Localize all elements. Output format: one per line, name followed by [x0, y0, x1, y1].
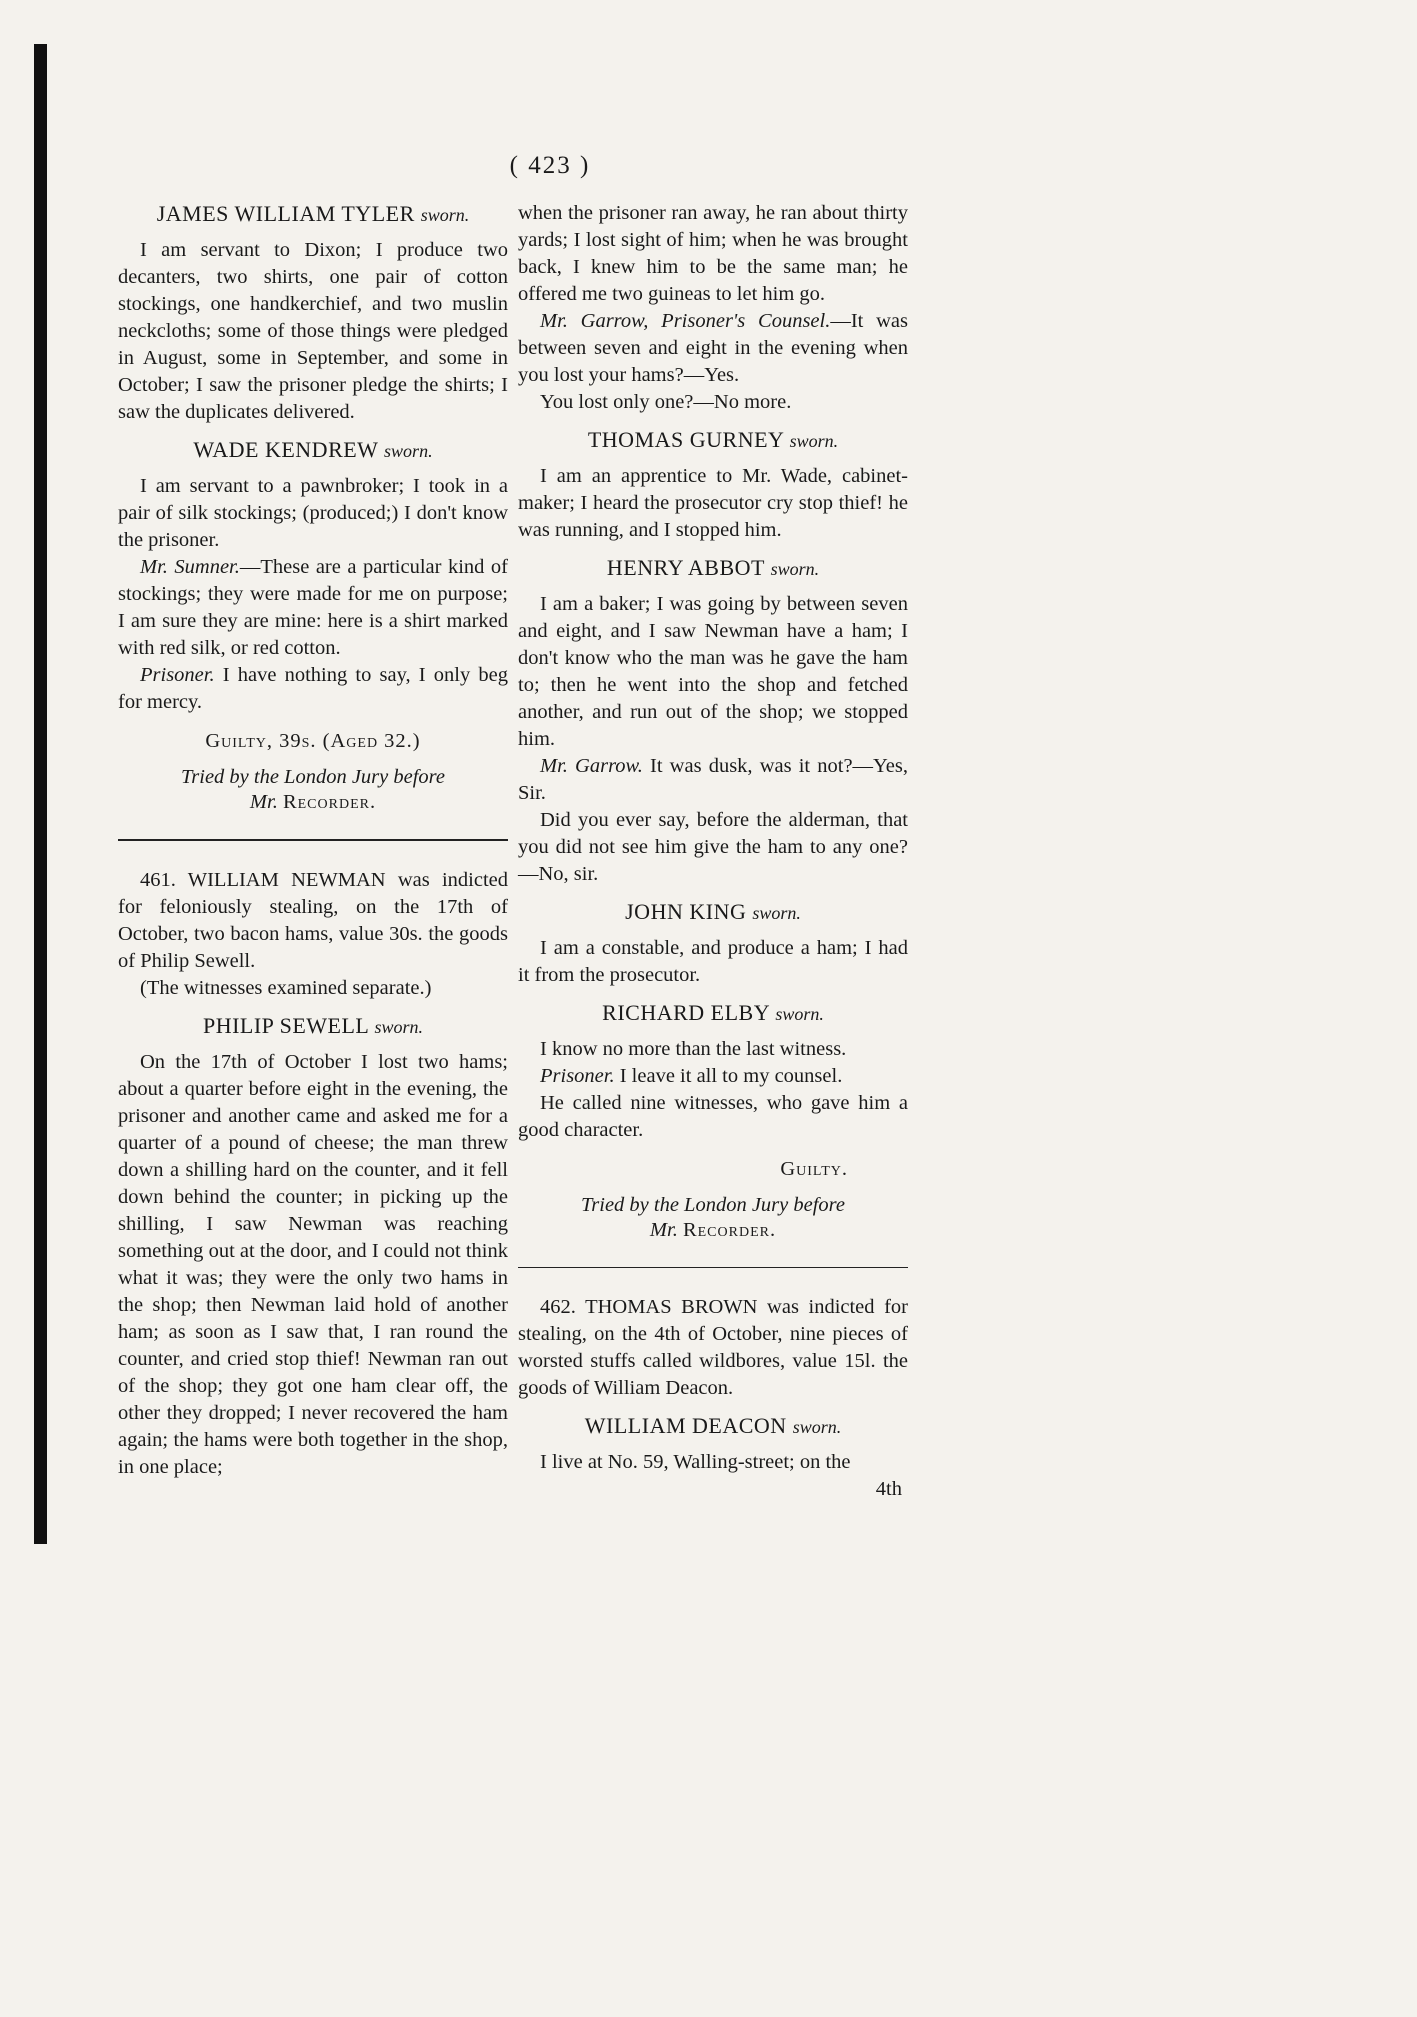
witness-heading-king [518, 898, 908, 927]
speaker-label: Prisoner. [140, 664, 215, 686]
indictment-text: was indicted for stealing, on the 4th of October, nine pieces of worsted stuffs called wildbores, value 15l. the goods of William Deacon. [518, 1296, 908, 1399]
case-number: 461. [140, 869, 176, 891]
speaker-label: Mr. Garrow. [540, 755, 643, 777]
tried-line-recorder [518, 1218, 908, 1243]
defendant-name: WILLIAM NEWMAN [187, 869, 386, 891]
testimony-text: I have nothing to say, I only beg for mercy. [118, 664, 508, 713]
testimony-sumner [118, 554, 508, 662]
testimony-sewell-continued: when the prisoner ran away, he ran about thirty yards; I lost sight of him; when he was brought back, I knew him to be the same man; he offered me two guineas to let him go. [518, 202, 908, 305]
sworn-label: sworn. [792, 1417, 842, 1437]
tried-by-note [518, 1193, 908, 1243]
testimony-king: I am a constable, and produce a ham; I had it from the prosecutor. [518, 937, 908, 986]
witness-name: THOMAS GURNEY [587, 427, 784, 452]
testimony-text: —These are a particular kind of stockings; they were made for me on purpose; I am sure they are mine: here is a shirt marked with red silk, or red cotton. [118, 556, 508, 659]
sworn-label: sworn. [374, 1017, 424, 1037]
recorder-name: Recorder. [682, 1219, 777, 1241]
case-462-indictment [518, 1294, 908, 1402]
prisoner-statement [518, 1063, 908, 1090]
recorder-name: Recorder. [282, 791, 377, 813]
testimony-gurney: I am an apprentice to Mr. Wade, cabinet-maker; I heard the prosecutor cry stop thief! he was running, and I stopped him. [518, 465, 908, 541]
verdict-tyler-case: Guilty, 39s. (Aged 32.) [205, 730, 421, 752]
witness-name: RICHARD ELBY [602, 1000, 770, 1025]
sworn-label: sworn. [420, 205, 470, 225]
witness-heading-sewell [118, 1012, 508, 1041]
testimony-tyler: I am servant to Dixon; I produce two decanters, two shirts, one pair of cotton stockings, one handkerchief, and two muslin neckcloths; some of those things were pledged in August, some in September, and some in October; I saw the prisoner pledge the shirts; I saw the duplicates delivered. [118, 239, 508, 423]
right-column [518, 200, 908, 1503]
speaker-label: Mr. Garrow, Prisoner's Counsel. [540, 310, 831, 332]
indictment-text: was indicted for feloniously stealing, on the 17th of October, two bacon hams, value 30s. the goods of Philip Sewell. [118, 869, 508, 972]
witness-name: WILLIAM DEACON [584, 1413, 787, 1438]
tried-prefix: Mr. [649, 1219, 678, 1241]
defendant-name: THOMAS BROWN [585, 1296, 758, 1318]
sworn-label: sworn. [770, 559, 820, 579]
left-column [118, 200, 508, 1481]
witness-name: HENRY ABBOT [606, 555, 765, 580]
sworn-label: sworn. [789, 431, 839, 451]
tried-prefix: Mr. [249, 791, 278, 813]
case-number: 462. [540, 1296, 576, 1318]
testimony-garrow-2 [518, 753, 908, 807]
witness-name: WADE KENDREW [193, 437, 379, 462]
testimony-text: —It was between seven and eight in the evening when you lost your hams?—Yes. [518, 310, 908, 386]
speaker-label: Mr. Sumner. [140, 556, 240, 578]
prisoner-statement [118, 662, 508, 716]
testimony-abbot: I am a baker; I was going by between seven and eight, and I saw Newman have a ham; I don't know who the man was he gave the ham to; then he went into the shop and fetched another, and run out of the shop; we stopped him. [518, 593, 908, 750]
testimony-deacon: I live at No. 59, Walling-street; on the [540, 1451, 851, 1473]
witness-heading-abbot [518, 554, 908, 583]
page-edge-shadow [34, 44, 47, 1544]
witness-heading-tyler [118, 200, 508, 229]
witness-name: JOHN KING [625, 899, 747, 924]
witness-heading-elby [518, 999, 908, 1028]
testimony-text: It was dusk, was it not?—Yes, Sir. [518, 755, 909, 804]
sworn-label: sworn. [775, 1004, 824, 1024]
speaker-label: Prisoner. [540, 1065, 615, 1087]
tried-line: Tried by the London Jury before [581, 1194, 845, 1216]
witness-name: JAMES WILLIAM TYLER [156, 201, 415, 226]
tried-by-note [118, 765, 508, 815]
testimony-garrow-2-q2: Did you ever say, before the alderman, that you did not see him give the ham to any one?—No, sir. [518, 809, 908, 885]
witness-heading-kendrew [118, 436, 508, 465]
sworn-label: sworn. [752, 903, 801, 923]
witness-heading-gurney [518, 426, 908, 455]
witness-heading-deacon [518, 1412, 908, 1441]
testimony-kendrew: I am servant to a pawnbroker; I took in a pair of silk stockings; (produced;) I don't know the prisoner. [118, 475, 508, 551]
verdict-newman-case: Guilty. [780, 1158, 848, 1180]
case-461-indictment [118, 867, 508, 975]
testimony-garrow-q2: You lost only one?—No more. [540, 391, 792, 413]
character-note: He called nine witnesses, who gave him a good character. [518, 1092, 908, 1141]
testimony-garrow [518, 308, 908, 389]
testimony-text: I leave it all to my counsel. [614, 1065, 843, 1087]
witness-name: PHILIP SEWELL [202, 1013, 369, 1038]
tried-line-recorder [118, 790, 508, 815]
testimony-sewell: On the 17th of October I lost two hams; about a quarter before eight in the evening, the prisoner and another came and asked me for a quarter of a pound of cheese; the man threw down a shilling hard on the counter, and it fell down behind the counter; in picking up the shilling, I saw Newman was reaching something out at the door, and I could not think what it was; they were the only two hams in the shop; then Newman laid hold of another ham; as soon as I saw that, I ran round the counter, and cried stop thief! Newman ran out of the shop; they got one ham clear off, the other they dropped; I never recovered the ham again; the hams were both together in the shop, in one place; [118, 1051, 508, 1478]
catchword: 4th [875, 1478, 902, 1500]
sworn-label: sworn. [384, 441, 433, 461]
case-divider [118, 839, 508, 841]
witnesses-note: (The witnesses examined separate.) [140, 977, 432, 999]
testimony-elby: I know no more than the last witness. [540, 1038, 847, 1060]
page-number: ( 423 ) [509, 152, 591, 179]
case-divider [518, 1267, 908, 1268]
tried-line: Tried by the London Jury before [181, 766, 445, 788]
